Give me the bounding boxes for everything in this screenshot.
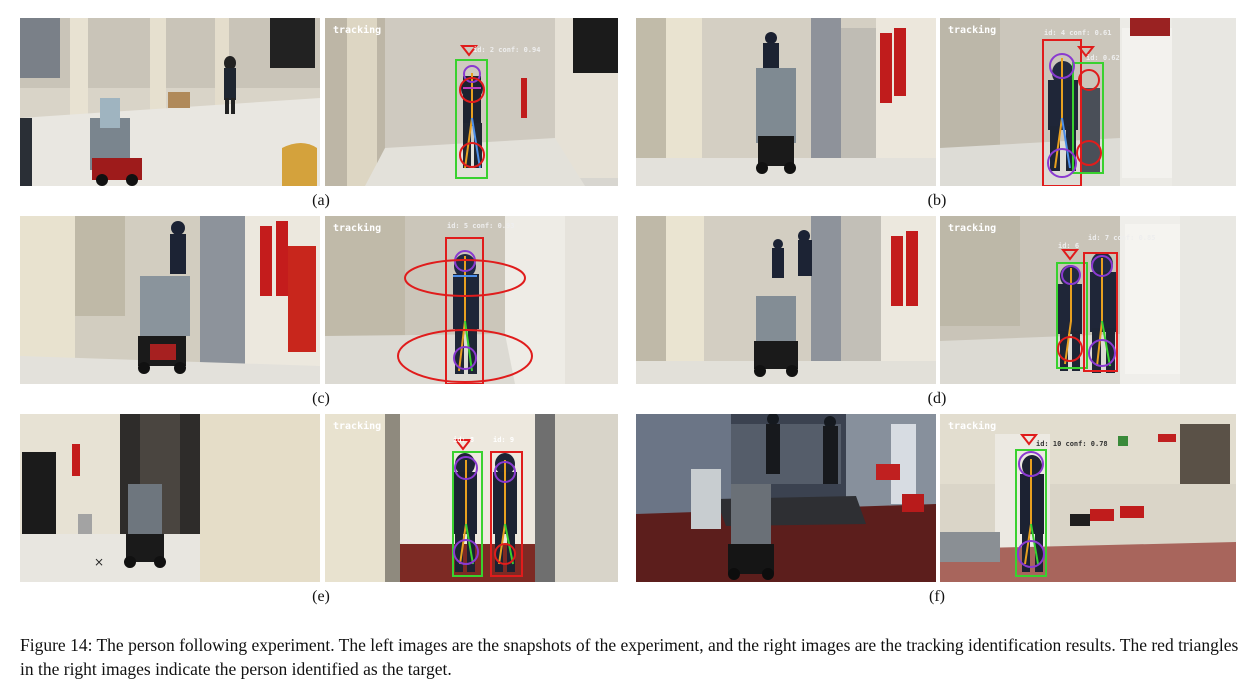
photo-d-experiment xyxy=(636,216,936,384)
panel-label-a: (a) xyxy=(312,192,330,209)
tracking-label: tracking xyxy=(948,421,997,432)
photo-c-experiment xyxy=(20,216,320,384)
id-label: id: 6 xyxy=(1058,242,1080,250)
id-label: id: 10 conf: 0.78 xyxy=(1036,440,1108,448)
panel-label-c: (c) xyxy=(312,390,330,407)
panel-label-e: (e) xyxy=(312,588,330,605)
id-label: id: 2 conf: 0.94 xyxy=(473,46,541,54)
photo-f-experiment xyxy=(636,414,936,582)
photo-b-experiment xyxy=(636,18,936,186)
tracking-label: tracking xyxy=(333,421,382,432)
photo-c-tracking xyxy=(325,216,618,384)
panel-label-f: (f) xyxy=(929,588,945,605)
id-label: id: 7 conf: 0.85 xyxy=(1088,234,1156,242)
panel-label-d: (d) xyxy=(927,390,947,407)
photo-a-tracking xyxy=(325,18,618,186)
panel-label-b: (b) xyxy=(927,192,947,209)
photo-e-experiment xyxy=(20,414,320,582)
photo-d-tracking xyxy=(940,216,1236,384)
tracking-label: tracking xyxy=(948,25,997,36)
svg-text:×: × xyxy=(94,555,105,569)
photo-a-experiment xyxy=(20,18,320,186)
tracking-label: tracking xyxy=(333,223,382,234)
id-label: id: 5 conf: 0.93 xyxy=(447,222,515,230)
tracking-label: tracking xyxy=(333,25,382,36)
figure-caption: Figure 14: The person following experiment. The left images are the snapshots of the experiment, and the right images are the tracking identification results. The red triangles in the right images indicate the person identified as the target. xyxy=(20,635,1239,679)
id-label: id: 9 xyxy=(493,436,515,444)
id-label: id: 4 conf: 0.61 xyxy=(1044,29,1112,37)
photo-b-tracking xyxy=(940,18,1236,186)
tracking-label: tracking xyxy=(948,223,997,234)
photo-e-tracking xyxy=(325,414,618,582)
id-label: id: 8 xyxy=(453,436,475,444)
photo-f-tracking xyxy=(940,414,1236,582)
id-label: id: 0.62 xyxy=(1086,54,1120,62)
